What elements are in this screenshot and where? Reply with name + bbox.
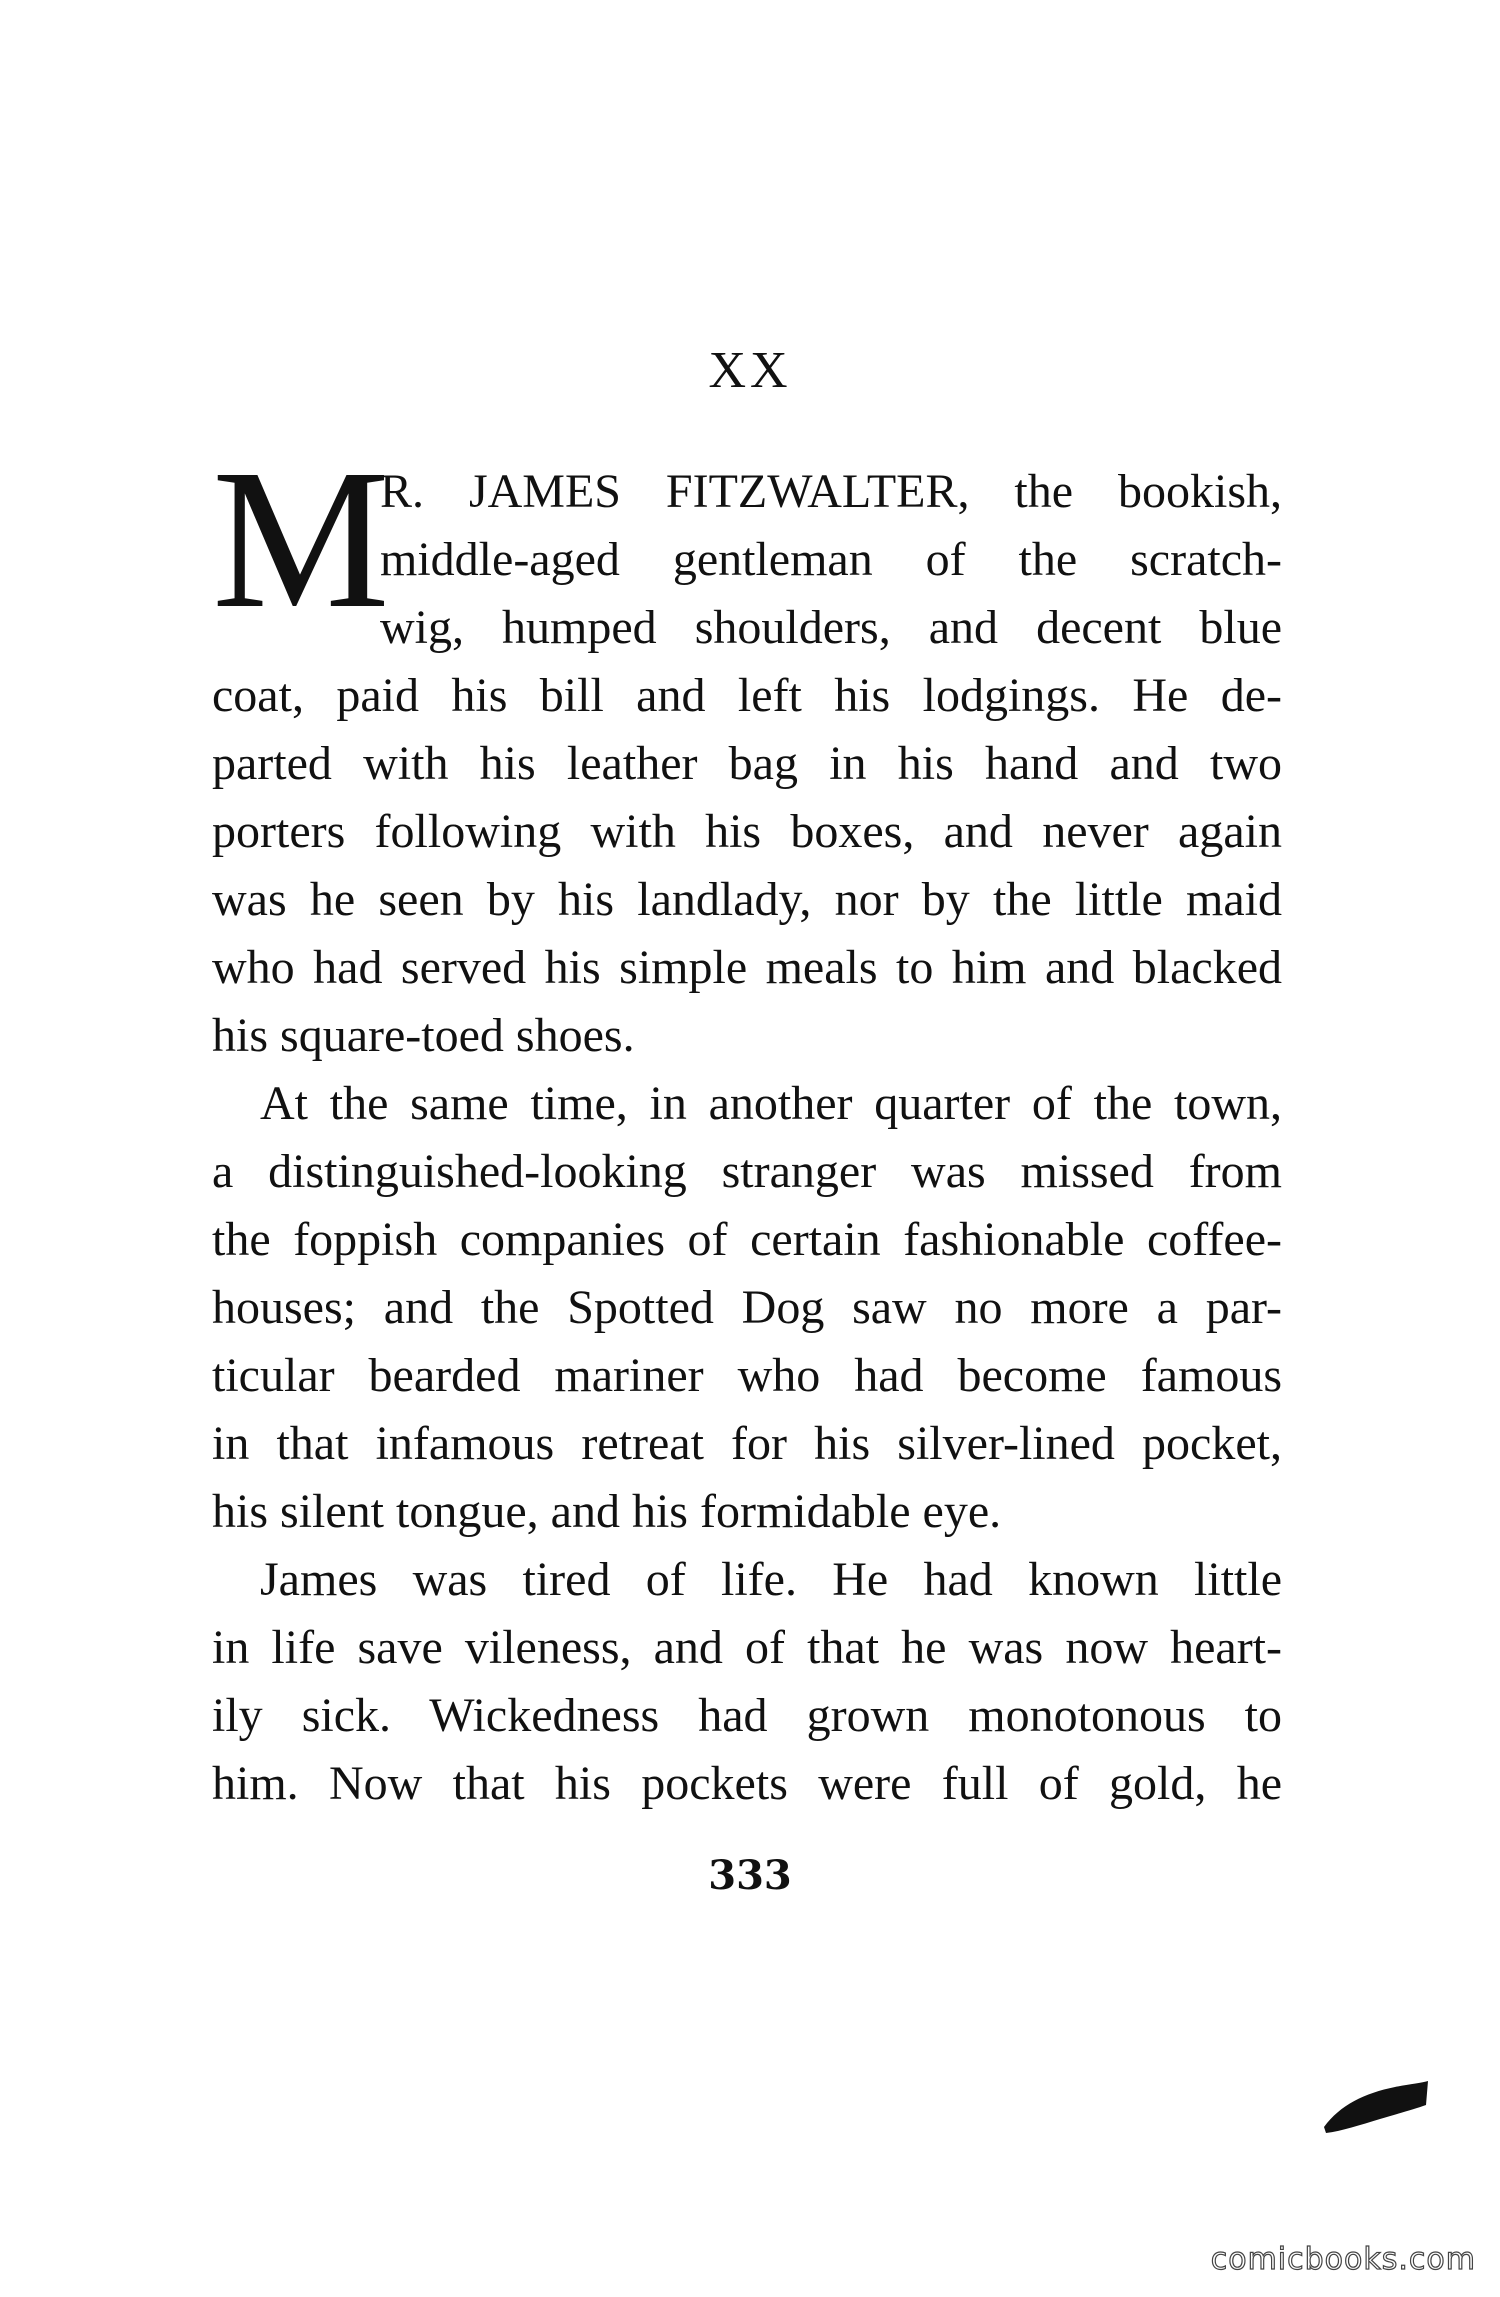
page-number: 333 bbox=[708, 1852, 792, 1899]
text-line: a distinguished-looking stranger was missed from bbox=[212, 1145, 1282, 1198]
text-line: ticular bearded mariner who had become famous bbox=[212, 1349, 1282, 1402]
text-line: was he seen by his landlady, nor by the little maid bbox=[212, 873, 1282, 926]
text-line: who had served his simple meals to him and blacked bbox=[212, 941, 1282, 994]
ink-blot-icon bbox=[1320, 2075, 1430, 2135]
text-line: coat, paid his bill and left his lodgings. He de- bbox=[212, 669, 1282, 722]
text-line: porters following with his boxes, and never again bbox=[212, 805, 1282, 858]
text-line: middle-aged gentleman of the scratch- bbox=[380, 533, 1282, 586]
text-line: him. Now that his pockets were full of gold, he bbox=[212, 1757, 1282, 1810]
text-line: in life save vileness, and of that he was now heart- bbox=[212, 1621, 1282, 1674]
text-line: in that infamous retreat for his silver-lined pocket, bbox=[212, 1417, 1282, 1470]
text-line: R. JAMES FITZWALTER, the bookish, bbox=[380, 465, 1282, 518]
text-line: wig, humped shoulders, and decent blue bbox=[380, 601, 1282, 654]
drop-cap: M bbox=[212, 429, 390, 650]
text-line: houses; and the Spotted Dog saw no more a par- bbox=[212, 1281, 1282, 1334]
chapter-heading: XX bbox=[708, 342, 792, 399]
watermark: comicbooks.com bbox=[1210, 2242, 1476, 2277]
text-line: James was tired of life. He had known little bbox=[260, 1553, 1282, 1606]
text-line: At the same time, in another quarter of the town, bbox=[260, 1077, 1282, 1130]
text-line: the foppish companies of certain fashionable coffee- bbox=[212, 1213, 1282, 1266]
text-line: parted with his leather bag in his hand and two bbox=[212, 737, 1282, 790]
text-line: his square-toed shoes. bbox=[212, 1009, 635, 1062]
text-line: ily sick. Wickedness had grown monotonous to bbox=[212, 1689, 1282, 1742]
text-line: his silent tongue, and his formidable eye. bbox=[212, 1485, 1002, 1538]
